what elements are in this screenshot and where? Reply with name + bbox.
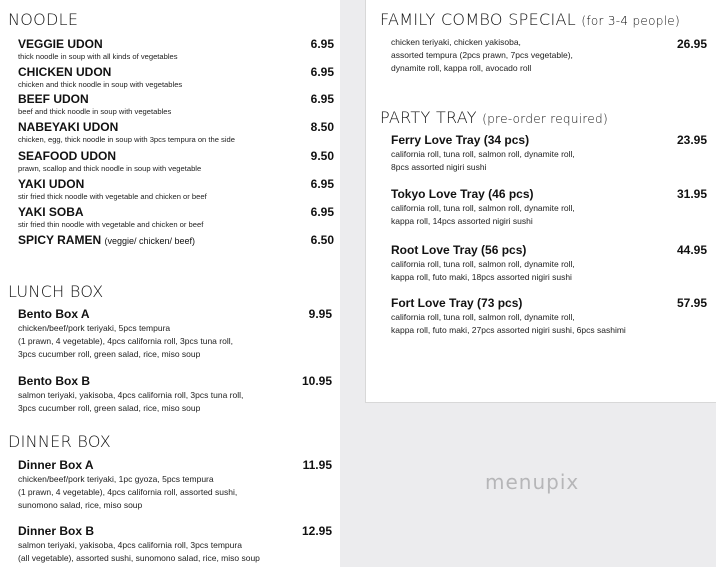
item-price: 57.95 bbox=[676, 296, 707, 310]
item-description-line: california roll, tuna roll, salmon roll, dynamite roll, bbox=[391, 259, 575, 269]
family-combo-subtitle: (for 3-4 people) bbox=[581, 14, 680, 28]
item-description-line: 8pcs assorted nigiri sushi bbox=[391, 162, 487, 172]
item-description-line: dynamite roll, kappa roll, avocado roll bbox=[391, 63, 532, 73]
item-name-text: SPICY RAMEN bbox=[18, 233, 102, 247]
menu-page-left bbox=[0, 0, 340, 567]
item-name: CHICKEN UDON bbox=[18, 65, 112, 79]
item-name: Root Love Tray (56 pcs) bbox=[391, 243, 527, 257]
item-description-line: salmon teriyaki, yakisoba, 4pcs california roll, 3pcs tuna roll, bbox=[18, 390, 244, 400]
item-name: Dinner Box A bbox=[18, 458, 94, 472]
item-description-line: kappa roll, futo maki, 27pcs assorted nigiri sushi, 6pcs sashimi bbox=[391, 325, 626, 335]
item-description-line: chicken/beef/pork teriyaki, 5pcs tempura bbox=[18, 323, 171, 333]
item-name: Dinner Box B bbox=[18, 524, 95, 538]
family-combo-title: FAMILY COMBO SPECIAL bbox=[380, 10, 576, 29]
item-price: 9.95 bbox=[308, 307, 332, 321]
item-description-line: sunomono salad, rice, miso soup bbox=[18, 500, 143, 510]
item-description-line: california roll, tuna roll, salmon roll, dynamite roll, bbox=[391, 203, 575, 213]
item-price: 6.95 bbox=[310, 37, 334, 51]
item-description-line: salmon teriyaki, yakisoba, 4pcs california roll, 3pcs tempura bbox=[18, 540, 242, 550]
item-description: chicken and thick noodle in soup with vegetables bbox=[18, 80, 183, 89]
item-price: 10.95 bbox=[301, 374, 332, 388]
item-description-line: assorted tempura (2pcs prawn, 7pcs vegetable), bbox=[391, 50, 573, 60]
item-price: 6.95 bbox=[310, 92, 334, 106]
item-description-line: (1 prawn, 4 vegetable), 4pcs california roll, 3pcs tuna roll, bbox=[18, 336, 233, 346]
item-name: Bento Box B bbox=[18, 374, 90, 388]
item-description-line: (1 prawn, 4 vegetable), 4pcs california roll, assorted sushi, bbox=[18, 487, 238, 497]
item-name: YAKI UDON bbox=[18, 177, 85, 191]
item-price: 44.95 bbox=[676, 243, 707, 257]
item-description-line: (all vegetable), assorted sushi, sunomono salad, rice, miso soup bbox=[18, 553, 260, 563]
item-description: stir fried thin noodle with vegetable and chicken or beef bbox=[18, 220, 204, 229]
item-description-line: chicken teriyaki, chicken yakisoba, bbox=[391, 37, 521, 47]
item-price: 31.95 bbox=[676, 187, 707, 201]
lunch-box-section-title: LUNCH BOX bbox=[8, 282, 104, 301]
dinner-box-section-title: DINNER BOX bbox=[8, 432, 112, 451]
item-description: stir fried thick noodle with vegetable and chicken or beef bbox=[18, 192, 207, 201]
menu-page-right bbox=[365, 0, 716, 403]
item-price: 6.50 bbox=[310, 233, 334, 247]
item-name: Fort Love Tray (73 pcs) bbox=[391, 296, 523, 310]
item-price: 23.95 bbox=[676, 133, 707, 147]
noodle-section-title: NOODLE bbox=[8, 10, 79, 29]
item-name: YAKI SOBA bbox=[18, 205, 84, 219]
item-price: 9.50 bbox=[310, 149, 334, 163]
item-price: 11.95 bbox=[302, 458, 332, 472]
item-description-line: california roll, tuna roll, salmon roll, dynamite roll, bbox=[391, 149, 575, 159]
item-description-line: chicken/beef/pork teriyaki, 1pc gyoza, 5pcs tempura bbox=[18, 474, 214, 484]
family-combo-section-title bbox=[380, 10, 680, 29]
item-name: Tokyo Love Tray (46 pcs) bbox=[391, 187, 534, 201]
menupix-watermark: menupix bbox=[485, 470, 580, 494]
item-description: prawn, scallop and thick noodle in soup with vegetable bbox=[18, 164, 202, 173]
item-description-line: california roll, tuna roll, salmon roll, dynamite roll, bbox=[391, 312, 575, 322]
item-note: (veggie/ chicken/ beef) bbox=[104, 236, 196, 246]
item-name: Bento Box A bbox=[18, 307, 90, 321]
item-name: NABEYAKI UDON bbox=[18, 120, 119, 134]
item-description-line: 3pcs cucumber roll, green salad, rice, miso soup bbox=[18, 403, 201, 413]
item-price: 26.95 bbox=[676, 37, 707, 51]
party-tray-section-title bbox=[380, 108, 608, 127]
item-price: 6.95 bbox=[310, 205, 334, 219]
item-name: SEAFOOD UDON bbox=[18, 149, 117, 163]
item-name: Ferry Love Tray (34 pcs) bbox=[391, 133, 530, 147]
party-tray-title: PARTY TRAY bbox=[380, 108, 477, 127]
item-price: 12.95 bbox=[301, 524, 332, 538]
item-description: beef and thick noodle in soup with vegetables bbox=[18, 107, 172, 116]
item-price: 6.95 bbox=[310, 65, 334, 79]
item-description: chicken, egg, thick noodle in soup with 3pcs tempura on the side bbox=[18, 135, 235, 144]
item-price: 6.95 bbox=[310, 177, 334, 191]
item-name: VEGGIE UDON bbox=[18, 37, 103, 51]
party-tray-subtitle: (pre-order required) bbox=[482, 112, 608, 126]
item-name bbox=[18, 233, 195, 247]
item-description-line: 3pcs cucumber roll, green salad, rice, miso soup bbox=[18, 349, 201, 359]
item-name: BEEF UDON bbox=[18, 92, 89, 106]
item-description-line: kappa roll, 14pcs assorted nigiri sushi bbox=[391, 216, 533, 226]
item-description: thick noodle in soup with all kinds of vegetables bbox=[18, 52, 178, 61]
item-price: 8.50 bbox=[310, 120, 334, 134]
item-description-line: kappa roll, futo maki, 18pcs assorted nigiri sushi bbox=[391, 272, 572, 282]
